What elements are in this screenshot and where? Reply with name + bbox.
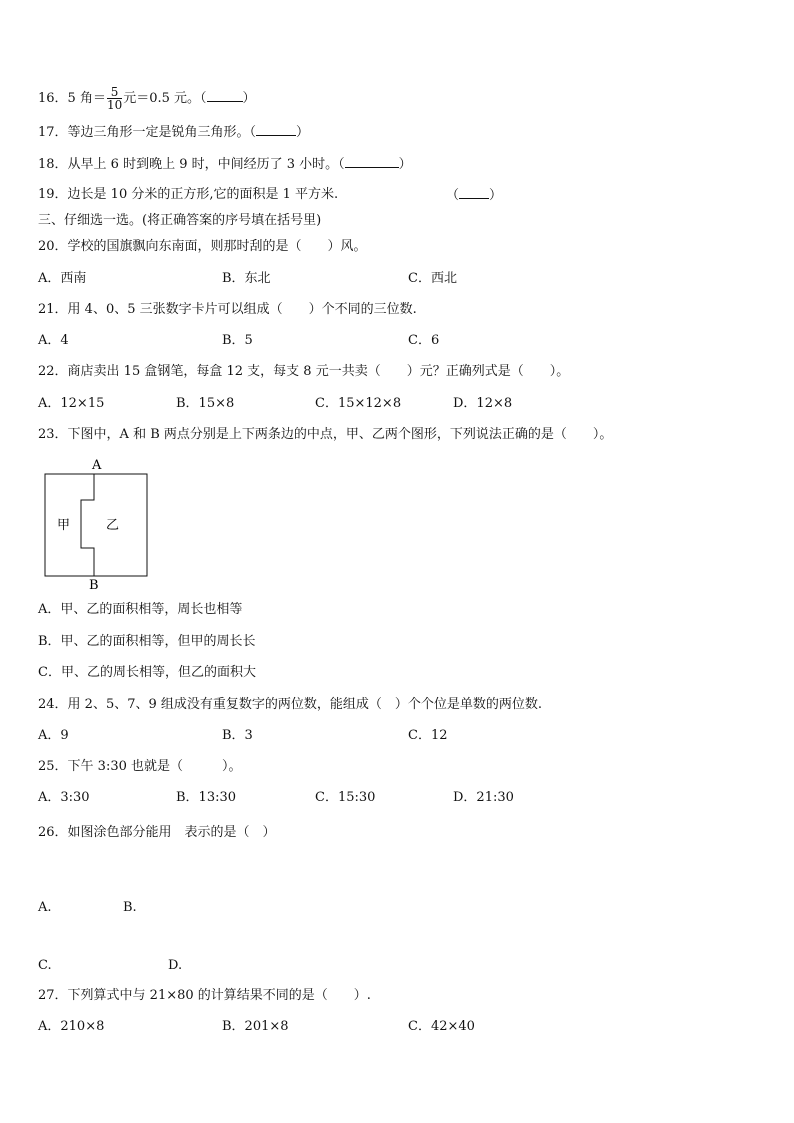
fraction-numerator: 5 bbox=[107, 86, 122, 99]
q16-prefix: 16．5 角＝ bbox=[38, 91, 106, 106]
option-c[interactable]: C．15:30 bbox=[315, 790, 376, 805]
option-a[interactable]: A．西南 bbox=[38, 271, 87, 286]
option-c[interactable]: C. bbox=[38, 958, 52, 973]
q18-text: 18．从早上 6 时到晚上 9 时，中间经历了 3 小时。（ bbox=[38, 157, 345, 172]
fraction bbox=[107, 86, 122, 111]
question-22: 22．商店卖出 15 盒钢笔，每盒 12 支，每支 8 元一共卖（ ）元？正确列式是（ ）。 bbox=[38, 364, 570, 379]
option-a[interactable]: A. bbox=[38, 900, 52, 915]
q17-close: ） bbox=[296, 125, 310, 140]
question-18 bbox=[38, 155, 412, 174]
q19-open: （ bbox=[446, 188, 460, 203]
q19-close: ） bbox=[489, 188, 503, 203]
question-26: 26．如图涂色部分能用 表示的是（ ） bbox=[38, 825, 276, 840]
question-20: 20．学校的国旗飘向东南面，则那时刮的是（ ）风。 bbox=[38, 239, 367, 254]
answer-blank[interactable] bbox=[459, 186, 489, 199]
option-c[interactable]: C．15×12×8 bbox=[315, 396, 402, 411]
option-b[interactable]: B．15×8 bbox=[176, 396, 235, 411]
q16-suffix: 元＝0.5 元。（ bbox=[123, 91, 207, 106]
option-b[interactable]: B．13:30 bbox=[176, 790, 237, 805]
option-b[interactable]: B．3 bbox=[222, 728, 253, 743]
dividing-line bbox=[81, 474, 94, 576]
q19-text: 19．边长是 10 分米的正方形,它的面积是 1 平方米. bbox=[38, 187, 339, 202]
option-c[interactable]: C．西北 bbox=[408, 271, 457, 286]
point-a-label: A bbox=[92, 458, 102, 473]
q16-close: ） bbox=[242, 91, 256, 106]
answer-blank[interactable] bbox=[256, 123, 296, 136]
option-d[interactable]: D．12×8 bbox=[453, 396, 513, 411]
question-16 bbox=[38, 86, 256, 111]
section-heading: 三、仔细选一选。(将正确答案的序号填在括号里) bbox=[38, 213, 322, 228]
question-27: 27．下列算式中与 21×80 的计算结果不同的是（ ）. bbox=[38, 988, 371, 1003]
question-17 bbox=[38, 123, 309, 142]
option-c[interactable]: C．12 bbox=[408, 728, 448, 743]
option-a[interactable]: A．12×15 bbox=[38, 396, 105, 411]
option-b[interactable]: B．甲、乙的面积相等，但甲的周长长 bbox=[38, 634, 256, 649]
option-d[interactable]: D. bbox=[168, 958, 183, 973]
question-19 bbox=[38, 186, 338, 204]
question-25: 25．下午 3:30 也就是（ ）。 bbox=[38, 759, 242, 774]
q17-text: 17．等边三角形一定是锐角三角形。（ bbox=[38, 125, 257, 140]
option-b[interactable]: B. bbox=[123, 900, 137, 915]
answer-blank[interactable] bbox=[345, 155, 399, 168]
answer-blank[interactable] bbox=[207, 89, 243, 102]
rectangle-figure bbox=[44, 456, 154, 590]
option-b[interactable]: B．5 bbox=[222, 333, 253, 348]
q18-close: ） bbox=[398, 157, 412, 172]
option-d[interactable]: D．21:30 bbox=[453, 790, 514, 805]
option-c[interactable]: C．甲、乙的周长相等，但乙的面积大 bbox=[38, 665, 256, 680]
point-b-label: B bbox=[89, 578, 99, 590]
region-yi-label: 乙 bbox=[106, 518, 120, 533]
option-a[interactable]: A．3:30 bbox=[38, 790, 90, 805]
option-a[interactable]: A．210×8 bbox=[38, 1019, 105, 1034]
question-19-answer bbox=[446, 186, 502, 205]
question-21: 21．用 4、0、5 三张数字卡片可以组成（ ）个不同的三位数. bbox=[38, 302, 417, 317]
option-a[interactable]: A．9 bbox=[38, 728, 69, 743]
region-jia-label: 甲 bbox=[57, 518, 71, 533]
question-23: 23．下图中，A 和 B 两点分别是上下两条边的中点，甲、乙两个图形，下列说法正确的是（ ）。 bbox=[38, 427, 613, 442]
option-a[interactable]: A．甲、乙的面积相等，周长也相等 bbox=[38, 602, 243, 617]
option-c[interactable]: C．42×40 bbox=[408, 1019, 475, 1034]
option-b[interactable]: B．201×8 bbox=[222, 1019, 289, 1034]
fraction-denominator: 10 bbox=[106, 98, 123, 112]
question-24: 24．用 2、5、7、9 组成没有重复数字的两位数，能组成（ ）个个位是单数的两位数. bbox=[38, 697, 543, 712]
option-c[interactable]: C．6 bbox=[408, 333, 440, 348]
option-b[interactable]: B．东北 bbox=[222, 271, 271, 286]
option-a[interactable]: A．4 bbox=[38, 333, 69, 348]
